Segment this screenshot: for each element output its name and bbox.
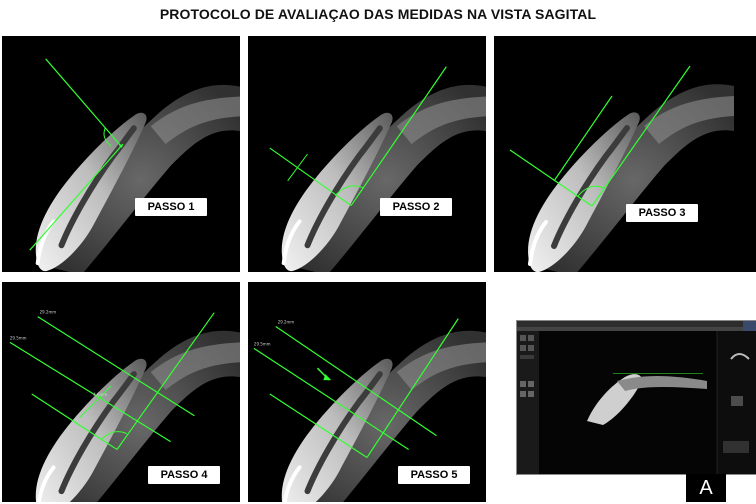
svg-text:29.2mm: 29.2mm — [277, 319, 295, 325]
step-label: PASSO 4 — [148, 466, 220, 484]
tooth-scan-image — [2, 36, 240, 272]
svg-text:29.5mm: 29.5mm — [253, 341, 271, 347]
svg-text:29.2mm: 29.2mm — [39, 309, 57, 315]
panel-passo-2 — [248, 36, 486, 272]
tooth-scan-image — [494, 36, 756, 272]
tooth-scan-image — [248, 36, 486, 272]
figure-panel-letter: A — [686, 474, 726, 502]
panel-passo-1 — [2, 36, 240, 272]
figure-title: PROTOCOLO DE AVALIAÇAO DAS MEDIDAS NA VISTA SAGITAL — [159, 6, 597, 22]
step-label: PASSO 2 — [380, 198, 452, 216]
svg-text:4.6mm: 4.6mm — [93, 391, 108, 397]
panel-passo-4 — [2, 282, 240, 502]
step-label: PASSO 5 — [398, 466, 470, 484]
viewer-ui-image — [517, 321, 756, 474]
software-screenshot — [516, 320, 756, 475]
panel-passo-5 — [248, 282, 486, 502]
svg-text:29.5mm: 29.5mm — [9, 335, 27, 341]
step-label: PASSO 3 — [626, 204, 698, 222]
step-label: PASSO 1 — [135, 198, 207, 216]
panel-passo-3 — [494, 36, 756, 272]
